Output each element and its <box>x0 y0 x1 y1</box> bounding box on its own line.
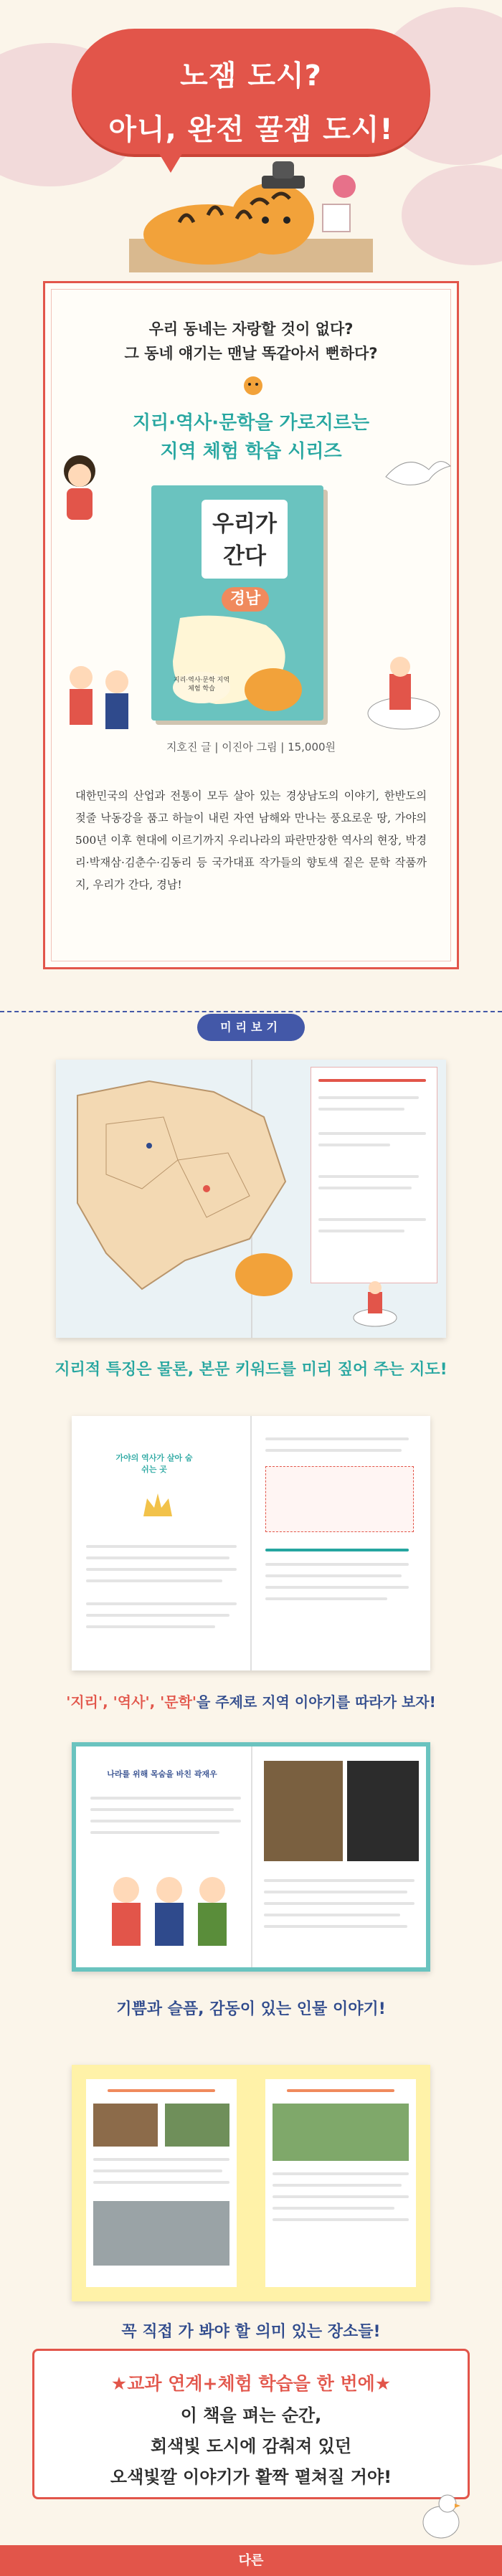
photo-place <box>93 2201 229 2266</box>
hero-headline-1: 노잼 도시? <box>180 60 322 92</box>
warriors-illustration <box>90 1861 241 1962</box>
book-cover <box>151 485 323 721</box>
photo-artifact <box>347 1761 419 1861</box>
tiger-illustration <box>129 154 373 272</box>
closing-banner <box>32 2349 470 2499</box>
caption-people: 기쁨과 슬픔, 감동이 있는 인물 이야기! <box>116 2000 386 2018</box>
page-heading: 나라를 위해 목숨을 바친 곽재우 <box>107 1769 217 1779</box>
left-page <box>86 2079 237 2287</box>
book-badge: 지리·역사·문학 지역 체험 학습 <box>173 672 230 703</box>
hero-section <box>0 0 502 272</box>
right-page <box>265 2079 416 2287</box>
section-divider <box>0 1011 502 1012</box>
caption-themes-highlight: '지리', '역사', '문학' <box>66 1693 197 1711</box>
spread-gutter <box>251 1746 252 1967</box>
student-illustration <box>51 450 108 528</box>
closing-line-3: 오색빛깔 이야기가 활짝 펼쳐질 거야! <box>110 2467 392 2487</box>
series-title-line-2: 지역 체험 학습 시리즈 <box>160 441 342 462</box>
photo-place <box>93 2104 158 2147</box>
preview-label: 미리보기 <box>197 1014 305 1041</box>
preview-map-spread <box>56 1060 446 1338</box>
crane-illustration <box>382 448 454 491</box>
preview-themes-spread <box>72 1416 430 1670</box>
people-illustration <box>60 656 146 735</box>
book-intro-card <box>43 281 459 969</box>
book-region-label: 경남 <box>222 587 269 612</box>
hero-speech-bubble <box>72 29 430 154</box>
caption-places: 꼭 직접 가 봐야 할 의미 있는 장소들! <box>121 2323 381 2341</box>
book-title-line-1: 우리가 <box>212 511 277 537</box>
bg-blob <box>402 165 502 265</box>
photo-artifact <box>264 1761 343 1861</box>
preview-people-spread <box>72 1742 430 1972</box>
book-title-box <box>202 500 288 579</box>
caption-map: 지리적 특징은 물론, 본문 키워드를 미리 짚어 주는 지도! <box>55 1361 447 1379</box>
rider-illustration <box>346 1275 404 1332</box>
book-title-line-2: 간다 <box>223 543 266 569</box>
info-box <box>265 1466 414 1532</box>
hero-headline-2: 아니, 완전 꿀잼 도시! <box>108 113 394 146</box>
tiger-face-icon <box>242 375 264 396</box>
spread-gutter <box>250 1416 252 1670</box>
gyeongnam-map <box>63 1074 300 1318</box>
caption-themes <box>0 1691 502 1711</box>
preview-places-spread <box>72 2065 430 2301</box>
closing-title: ★교과 연계+체험 학습을 한 번에★ <box>110 2373 392 2394</box>
bird-illustration <box>416 2488 466 2542</box>
book-description: 대한민국의 산업과 전통이 모두 살아 있는 경상남도의 이야기, 한반도의 젖줄 낙동강을 품고 하늘이 내린 자연 남해와 만나는 풍요로운 땅, 가야의 500년 이후 현대에 이르기까지 우리나라의 파란만장한 역사의 현장, 박경리·박재삼·김춘수·김동리 등 국가대표 작가들의 향토색 짙은 문학 작품까지, 우리가 간다, 경남! <box>75 789 427 891</box>
series-title-line-1: 지리·역사·문학을 가로지르는 <box>132 412 370 434</box>
book-map-illustration <box>166 611 309 718</box>
footer-bar <box>0 2545 502 2576</box>
map-keyword-panel <box>311 1067 437 1283</box>
closing-line-2: 회색빛 도시에 감춰져 있던 <box>150 2436 352 2456</box>
photo-place <box>165 2104 229 2147</box>
book-credit: 지호진 글 | 이진아 그림 | 15,000원 <box>166 741 336 754</box>
closing-line-1: 이 책을 펴는 순간, <box>180 2405 322 2425</box>
intro-question-1: 우리 동네는 자랑할 것이 없다? <box>148 320 354 338</box>
intro-question-2: 그 동네 얘기는 맨날 똑같아서 뻔하다? <box>124 345 378 362</box>
page-heading: 가야의 역사가 살아 숨쉬는 곳 <box>115 1453 193 1474</box>
publisher-logo: 다른 <box>238 2553 264 2568</box>
horse-rider-illustration <box>354 645 447 738</box>
caption-themes-rest: 을 주제로 지역 이야기를 따라가 보자! <box>196 1693 436 1711</box>
photo-place <box>273 2104 409 2161</box>
crown-icon <box>140 1488 176 1524</box>
